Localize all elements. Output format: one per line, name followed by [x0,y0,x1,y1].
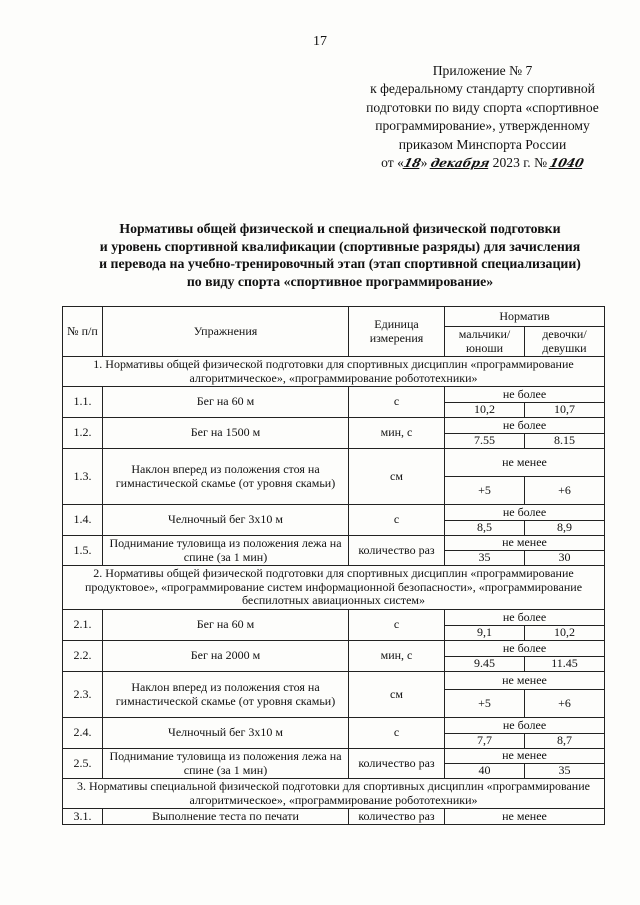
header-num: № п/п [63,307,103,357]
row-boys-value: 10,2 [445,403,525,418]
row-exercise: Бег на 60 м [103,387,349,418]
row-num: 2.3. [63,672,103,718]
row-boys-value: 40 [445,764,525,779]
handwritten-order-number: 1040 [548,156,586,171]
header-unit: Единица измерения [349,307,445,357]
row-exercise: Выполнение теста по печати [103,809,349,825]
page-number: 17 [313,34,327,49]
section-title: 3. Нормативы специальной физической подготовки для спортивных дисциплин «программирование алгоритмическое», «программирование робототехники» [63,779,605,809]
row-girls-value: 35 [525,764,605,779]
date-prefix: от « [381,155,404,171]
row-num: 1.1. [63,387,103,418]
row-exercise: Поднимание туловища из положения лежа на спине (за 1 мин) [103,749,349,779]
row-boys-value: 7,7 [445,734,525,749]
section-title: 1. Нормативы общей физической подготовки для спортивных дисциплин «программирование алгоритмическое», «программирование робототехники» [63,357,605,387]
appendix-line: подготовки по виду спорта «спортивное [366,99,599,115]
row-exercise: Бег на 1500 м [103,418,349,449]
row-boys-value: +5 [445,690,525,718]
row-boys-value: 8,5 [445,521,525,536]
row-unit: количество раз [349,536,445,566]
row-girls-value: 8,7 [525,734,605,749]
row-unit: см [349,449,445,505]
row-unit: количество раз [349,809,445,825]
row-girls-value: 10,7 [525,403,605,418]
row-exercise: Челночный бег 3х10 м [103,505,349,536]
row-exercise: Бег на 2000 м [103,641,349,672]
title-line: по виду спорта «спортивное программирование» [186,273,494,289]
row-num: 1.3. [63,449,103,505]
row-num: 1.2. [63,418,103,449]
row-boys-value: 9,1 [445,626,525,641]
row-norm-type: не более [445,718,605,734]
row-unit: с [349,387,445,418]
handwritten-month: декабря [429,156,492,171]
row-norm-type: не менее [445,536,605,551]
row-norm-type: не более [445,641,605,657]
header-norm: Норматив [445,307,605,327]
header-exercise: Упражнения [103,307,349,357]
header-boys: мальчики/ юноши [445,327,525,357]
row-exercise: Челночный бег 3х10 м [103,718,349,749]
row-exercise: Наклон вперед из положения стоя на гимнастической скамье (от уровня скамьи) [103,672,349,718]
title-line: и уровень спортивной квалификации (спортивные разряды) для зачисления [99,238,581,254]
year-text: 2023 г. № [492,155,548,171]
date-mid: » [420,155,428,171]
row-girls-value: +6 [525,477,605,505]
order-date-line [340,154,625,172]
row-exercise: Поднимание туловища из положения лежа на спине (за 1 мин) [103,536,349,566]
row-unit: с [349,505,445,536]
appendix-header [340,62,625,172]
row-num: 1.5. [63,536,103,566]
row-num: 2.5. [63,749,103,779]
row-girls-value: 30 [525,551,605,566]
row-unit: с [349,718,445,749]
row-boys-value: 9.45 [445,657,525,672]
appendix-line: Приложение № 7 [432,63,533,78]
row-norm-type: не более [445,418,605,434]
row-girls-value: 10,2 [525,626,605,641]
row-num: 2.4. [63,718,103,749]
document-title [60,220,620,290]
row-boys-value: 7.55 [445,434,525,449]
section-title: 2. Нормативы общей физической подготовки для спортивных дисциплин «программирование продуктовое», «программирование систем информационной безопасности», «программирование беспилотных авиационных систем» [63,566,605,610]
row-exercise: Наклон вперед из положения стоя на гимнастической скамье (от уровня скамьи) [103,449,349,505]
row-norm-type: не менее [445,809,605,825]
row-girls-value: +6 [525,690,605,718]
appendix-line: к федеральному стандарту спортивной [370,81,595,97]
row-unit: количество раз [349,749,445,779]
title-line: и перевода на учебно-тренировочный этап (этап спортивной специализации) [99,256,581,272]
row-num: 3.1. [63,809,103,825]
row-norm-type: не менее [445,672,605,690]
row-girls-value: 8.15 [525,434,605,449]
header-girls: девочки/ девушки [525,327,605,357]
row-norm-type: не более [445,505,605,521]
title-line: Нормативы общей физической и специальной физической подготовки [119,221,561,236]
row-num: 2.1. [63,610,103,641]
row-norm-type: не менее [445,449,605,477]
row-boys-value: 35 [445,551,525,566]
row-num: 1.4. [63,505,103,536]
appendix-line: приказом Минспорта России [398,136,567,152]
row-exercise: Бег на 60 м [103,610,349,641]
row-unit: с [349,610,445,641]
row-unit: мин, с [349,418,445,449]
row-norm-type: не более [445,387,605,403]
row-boys-value: +5 [445,477,525,505]
row-unit: см [349,672,445,718]
row-norm-type: не более [445,610,605,626]
norms-table [62,306,605,825]
row-girls-value: 11.45 [525,657,605,672]
handwritten-day: 18 [402,156,423,171]
appendix-line: программирование», утвержденному [375,118,590,134]
row-num: 2.2. [63,641,103,672]
row-girls-value: 8,9 [525,521,605,536]
row-norm-type: не менее [445,749,605,764]
row-unit: мин, с [349,641,445,672]
